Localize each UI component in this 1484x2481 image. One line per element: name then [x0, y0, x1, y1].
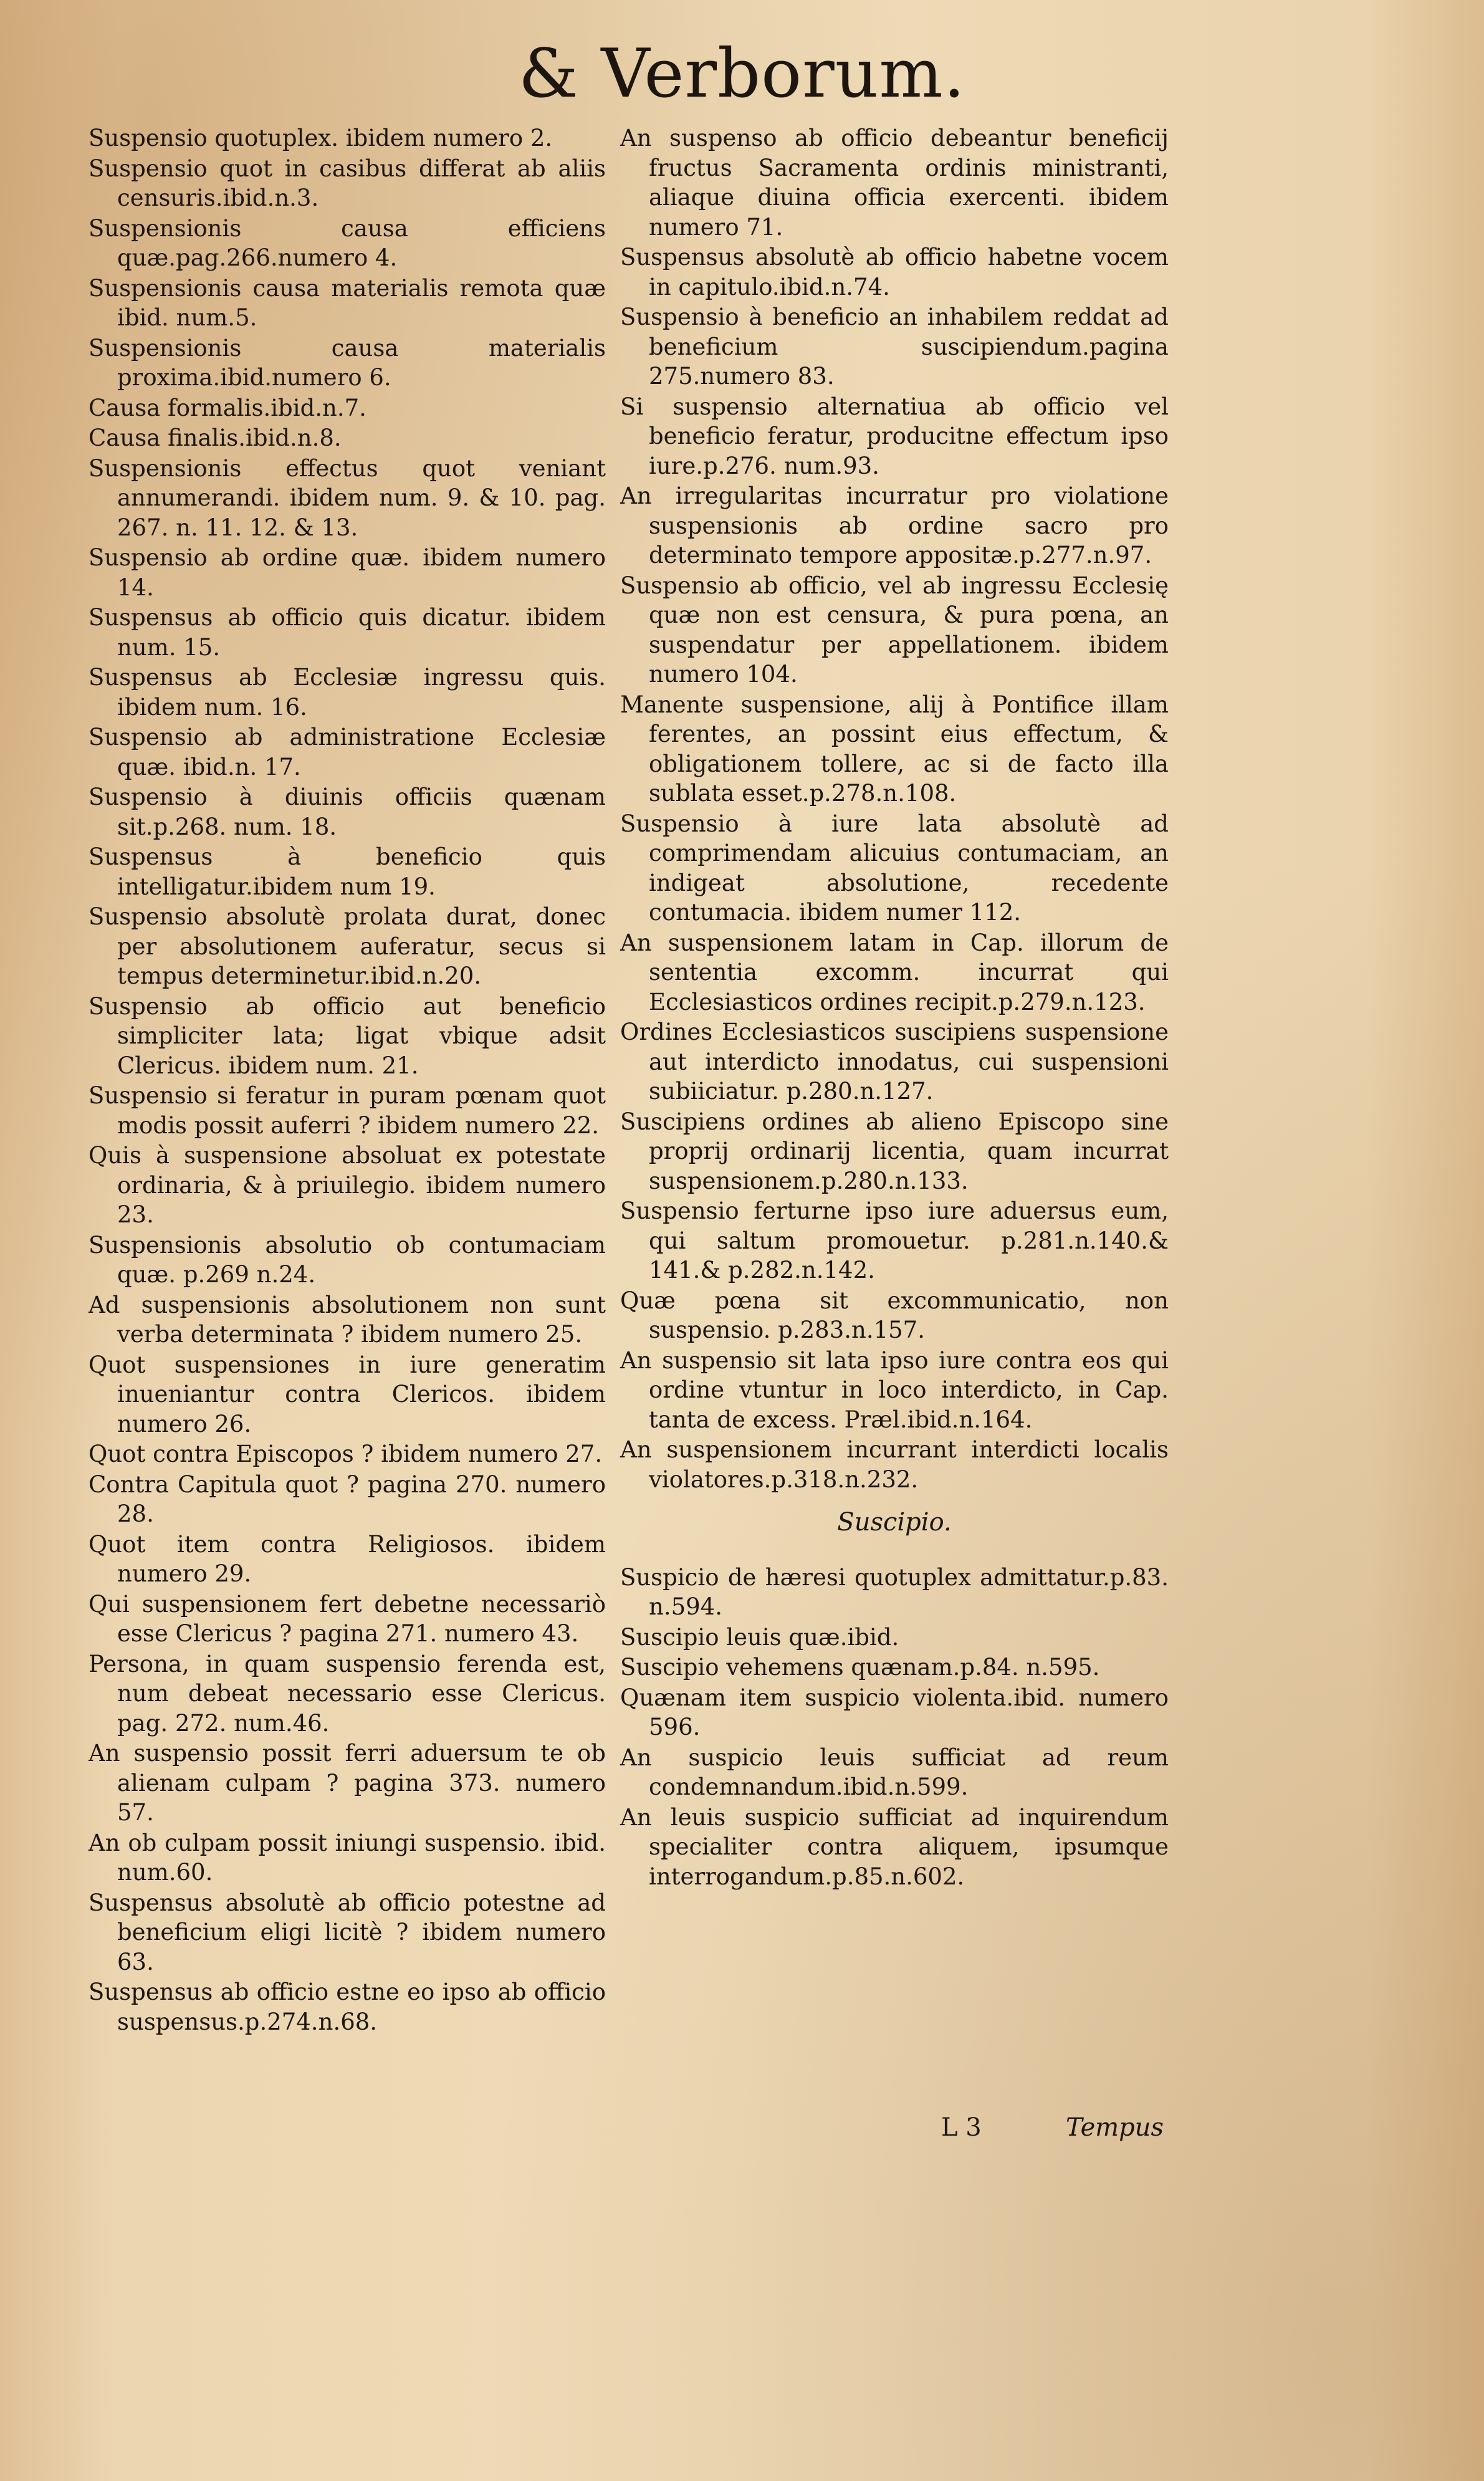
- index-entry: An suspensionem incurrant interdicti localis violatores.p.318.n.232.: [620, 1436, 1169, 1493]
- index-entry: Suspensus ab officio estne eo ipso ab officio suspensus.p.274.n.68.: [89, 1979, 606, 2035]
- right-column: [620, 123, 1169, 1892]
- index-entry: Suspensio si feratur in puram pœnam quot modis possit auferri ? ibidem numero 22.: [89, 1082, 606, 1139]
- signature-mark: L 3: [941, 2113, 982, 2142]
- catchword: Tempus: [1066, 2113, 1164, 2142]
- index-entry: Suspensus à beneficio quis intelligatur.ibidem num 19.: [89, 843, 606, 900]
- index-entry: Persona, in quam suspensio ferenda est, num debeat necessario esse Clericus. pag. 272. num.46.: [89, 1650, 606, 1737]
- index-entry: An leuis suspicio sufficiat ad inquirendum specialiter contra aliquem, ipsumque interrogandum.p.85.n.602.: [620, 1803, 1169, 1890]
- index-entry: Suspensio à beneficio an inhabilem reddat ad beneficium suscipiendum.pagina 275.numero 83.: [620, 304, 1169, 390]
- index-entry: Quot item contra Religiosos. ibidem numero 29.: [89, 1530, 606, 1587]
- index-entry: An suspicio leuis sufficiat ad reum condemnandum.ibid.n.599.: [620, 1744, 1169, 1800]
- index-entry: Suspicio de hæresi quotuplex admittatur.p.83. n.594.: [620, 1563, 1169, 1620]
- index-entry: An suspensionem latam in Cap. illorum de sententia excomm. incurrat qui Ecclesiasticos ordines recipit.p.279.n.123.: [620, 929, 1169, 1015]
- index-entry: Suspensio ab officio aut beneficio simpliciter lata; ligat vbique adsit Clericus. ibidem num. 21.: [89, 992, 606, 1079]
- index-entry: Manente suspensione, alij à Pontifice illam ferentes, an possint eius effectum, & obligationem tollere, ac si de facto illa sublata esset.p.278.n.108.: [620, 691, 1169, 807]
- index-entry: Quot contra Episcopos ? ibidem numero 27.: [89, 1441, 603, 1467]
- index-entry: Contra Capitula quot ? pagina 270. numero 28.: [89, 1471, 606, 1527]
- index-entry: An suspensio sit lata ipso iure contra eos qui ordine vtuntur in loco interdicto, in Cap. tanta de excess. Præl.ibid.n.164.: [620, 1346, 1169, 1433]
- index-entry: Suspensionis effectus quot veniant annumerandi. ibidem num. 9. & 10. pag. 267. n. 11. 12. & 13.: [89, 454, 606, 541]
- index-entry: Causa finalis.ibid.n.8.: [89, 425, 342, 451]
- index-entry: Suspensio absolutè prolata durat, donec per absolutionem auferatur, secus si tempus determinetur.ibid.n.20.: [89, 903, 606, 989]
- index-entry: An suspenso ab officio debeantur beneficij fructus Sacramenta ordinis ministranti, aliaque diuina officia exercenti. ibidem numero 71.: [620, 125, 1169, 241]
- index-entry: Si suspensio alternatiua ab officio vel beneficio feratur, producitne effectum ipso iure.p.276. num.93.: [620, 393, 1169, 479]
- index-entry: Suspensionis absolutio ob contumaciam quæ. p.269 n.24.: [89, 1231, 606, 1288]
- index-entry: An suspensio possit ferri aduersum te ob alienam culpam ? pagina 373. numero 57.: [89, 1740, 606, 1826]
- index-entry: Suscipio leuis quæ.ibid.: [620, 1623, 899, 1651]
- index-entry: Suspensio ab officio, vel ab ingressu Ecclesię quæ non est censura, & pura pœna, an suspendatur per appellationem. ibidem numero 104.: [620, 572, 1169, 688]
- index-entry: Suspensionis causa materialis proxima.ibid.numero 6.: [89, 334, 606, 391]
- index-entry: An irregularitas incurratur pro violatione suspensionis ab ordine sacro pro determinato tempore appositæ.p.277.n.97.: [620, 482, 1169, 569]
- index-entry: Causa formalis.ibid.n.7.: [89, 394, 366, 421]
- index-entry: Ad suspensionis absolutionem non sunt verba determinata ? ibidem numero 25.: [89, 1291, 606, 1348]
- index-entry: Suspensio quot in casibus differat ab aliis censuris.ibid.n.3.: [89, 155, 606, 211]
- section-heading: Suscipio.: [837, 1508, 952, 1537]
- index-entry: Suspensionis causa materialis remota quæ ibid. num.5.: [89, 274, 606, 331]
- index-entry: Suspensio à diuinis officiis quænam sit.p.268. num. 18.: [89, 784, 606, 840]
- index-entry: Suspensus ab officio quis dicatur. ibidem num. 15.: [89, 604, 606, 661]
- index-entry: Ordines Ecclesiasticos suscipiens suspensione aut interdicto innodatus, cui suspensioni subiiciatur. p.280.n.127.: [620, 1019, 1169, 1105]
- index-entry: Quot suspensiones in iure generatim inueniantur contra Clericos. ibidem numero 26.: [89, 1351, 606, 1437]
- index-entry: Suspensio ferturne ipso iure aduersus eum, qui saltum promouetur. p.281.n.140.& 141.& p.282.n.142.: [620, 1197, 1169, 1284]
- index-entry: Qui suspensionem fert debetne necessariò esse Clericus ? pagina 271. numero 43.: [89, 1590, 606, 1647]
- index-entry: Suspensus ab Ecclesiæ ingressu quis. ibidem num. 16.: [89, 664, 606, 721]
- index-entry: Suspensus absolutè ab officio habetne vocem in capitulo.ibid.n.74.: [620, 244, 1169, 300]
- index-entry: Suspensio à iure lata absolutè ad comprimendam alicuius contumaciam, an indigeat absolutione, recedente contumacia. ibidem numer 112.: [620, 810, 1169, 926]
- running-title: & Verborum.: [518, 35, 966, 113]
- index-entry: Quis à suspensione absoluat ex potestate ordinaria, & à priuilegio. ibidem numero 23.: [89, 1142, 606, 1228]
- index-entry: Suspensionis causa efficiens quæ.pag.266.numero 4.: [89, 214, 606, 271]
- index-entry: Suspensus absolutè ab officio potestne ad beneficium eligi licitè ? ibidem numero 63.: [89, 1889, 606, 1975]
- index-entry: Suspensio ab ordine quæ. ibidem numero 14.: [89, 544, 606, 601]
- index-entry: Suspensio ab administratione Ecclesiæ quæ. ibid.n. 17.: [89, 724, 606, 780]
- index-entry: Suspensio quotuplex. ibidem numero 2.: [89, 125, 553, 151]
- index-entry: An ob culpam possit iniungi suspensio. ibid. num.60.: [89, 1829, 606, 1886]
- index-entry: Quænam item suspicio violenta.ibid. numero 596.: [620, 1684, 1169, 1740]
- left-column: [89, 123, 606, 2037]
- index-entry: Quæ pœna sit excommunicatio, non suspensio. p.283.n.157.: [620, 1287, 1169, 1343]
- index-entry: Suscipiens ordines ab alieno Episcopo sine proprij ordinarij licentia, quam incurrat suspensionem.p.280.n.133.: [620, 1108, 1169, 1194]
- index-entry: Suscipio vehemens quænam.p.84. n.595.: [620, 1654, 1100, 1681]
